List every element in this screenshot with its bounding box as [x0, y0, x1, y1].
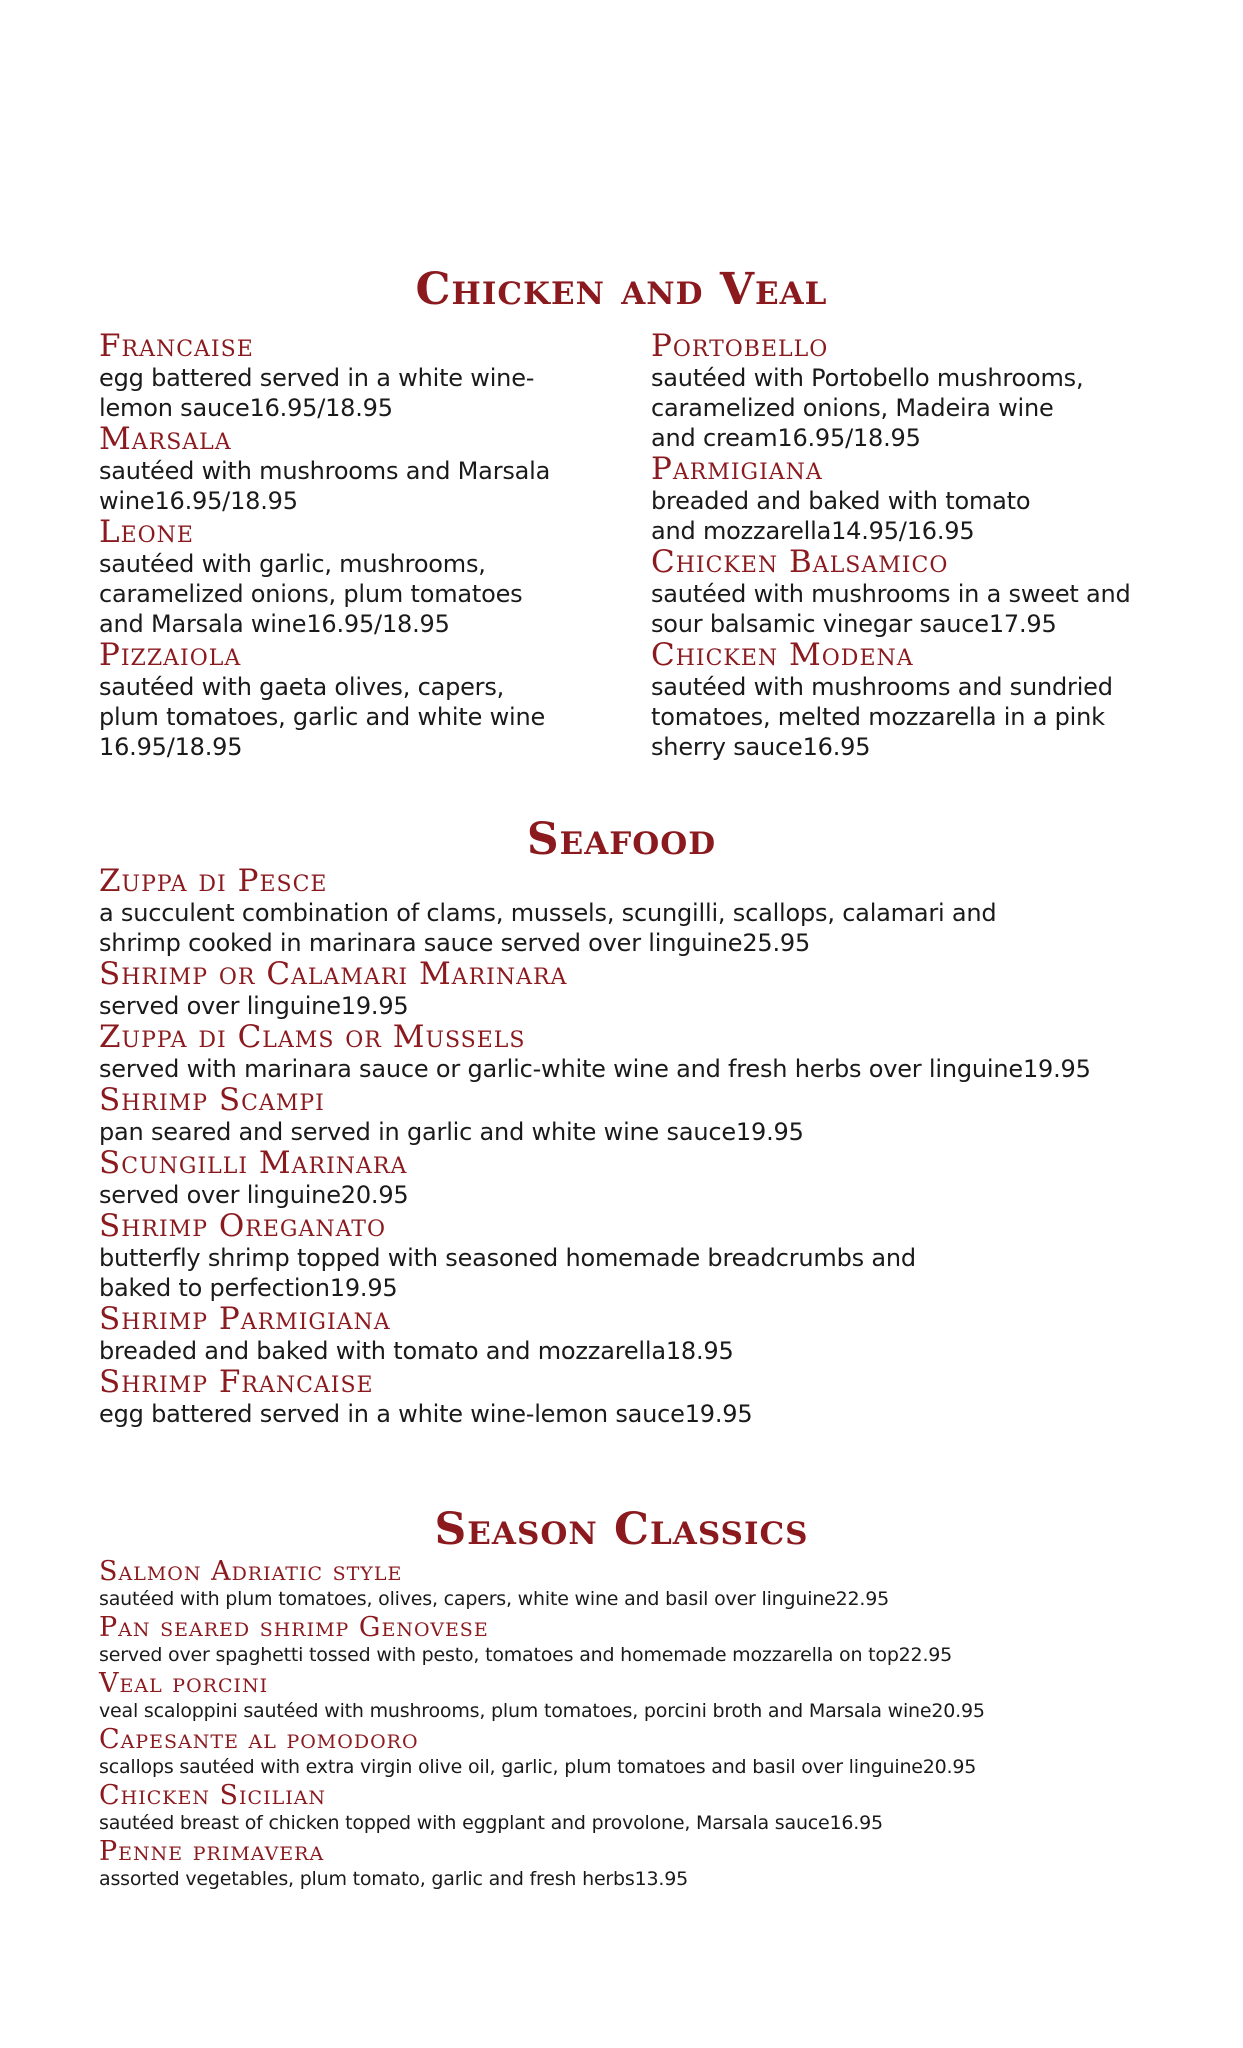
- menu-item-desc: sautéed with mushrooms in a sweet and sour balsamic vinegar sauce17.95: [651, 580, 1131, 638]
- menu-item: [99, 1557, 1159, 1613]
- menu-item-name: Penne primavera: [99, 1836, 325, 1867]
- menu-item-desc: assorted vegetables, plum tomato, garlic and fresh herbs13.95: [99, 1868, 688, 1890]
- menu-item-desc: sautéed breast of chicken topped with eggplant and provolone, Marsala sauce16.95: [99, 1812, 883, 1834]
- menu-item-name: Leone: [99, 514, 194, 550]
- menu-item-desc: served over linguine19.95: [99, 992, 409, 1020]
- menu-item: [99, 1303, 1159, 1366]
- menu-item-desc: butterfly shrimp topped with seasoned homemade breadcrumbs and baked to perfection19.95: [99, 1244, 916, 1302]
- menu-item: [99, 1837, 1159, 1893]
- menu-item-desc: sautéed with mushrooms and Marsala wine16.95/18.95: [99, 457, 551, 515]
- menu-item: [651, 546, 1191, 639]
- section-title-seafood: Seafood: [526, 814, 717, 865]
- menu-item-name: Chicken Sicilian: [99, 1780, 327, 1811]
- season-classics-list: [99, 1557, 1159, 1893]
- menu-item-name: Pan seared shrimp Genovese: [99, 1612, 489, 1643]
- menu-item-desc: sautéed with mushrooms and sundried tomatoes, melted mozzarella in a pink sherry sauce16.95: [651, 673, 1113, 761]
- menu-item-desc: scallops sautéed with extra virgin olive oil, garlic, plum tomatoes and basil over linguine20.95: [99, 1756, 977, 1778]
- menu-item-name: Capesante al pomodoro: [99, 1724, 419, 1755]
- menu-item-name: Scungilli Marinara: [99, 1145, 408, 1181]
- menu-item-desc: veal scaloppini sautéed with mushrooms, plum tomatoes, porcini broth and Marsala wine20.95: [99, 1700, 985, 1722]
- menu-item-name: Chicken Modena: [651, 637, 914, 673]
- menu-item: [99, 1781, 1159, 1837]
- menu-item-desc: pan seared and served in garlic and white wine sauce19.95: [99, 1118, 804, 1146]
- menu-item: [99, 423, 619, 516]
- menu-item-desc: sautéed with plum tomatoes, olives, capers, white wine and basil over linguine22.95: [99, 1588, 890, 1610]
- menu-item-name: Shrimp or Calamari Marinara: [99, 956, 568, 992]
- menu-item-name: Francaise: [99, 328, 254, 364]
- menu-item-name: Zuppa di Clams or Mussels: [99, 1019, 526, 1055]
- menu-item-desc: served with marinara sauce or garlic-white wine and fresh herbs over linguine19.95: [99, 1055, 1091, 1083]
- menu-item: [651, 453, 1191, 546]
- menu-item-desc: egg battered served in a white wine-lemon sauce19.95: [99, 1400, 753, 1428]
- menu-item-name: Veal porcini: [99, 1668, 269, 1699]
- menu-item-desc: sautéed with garlic, mushrooms, caramelized onions, plum tomatoes and Marsala wine16.95/18.95: [99, 550, 523, 638]
- menu-item-name: Shrimp Oreganato: [99, 1208, 387, 1244]
- menu-item-name: Chicken Balsamico: [651, 544, 949, 580]
- menu-item-name: Shrimp Francaise: [99, 1364, 374, 1400]
- menu-item-name: Parmigiana: [651, 451, 823, 487]
- menu-item: [99, 1669, 1159, 1725]
- menu-item: [99, 958, 1159, 1021]
- menu-item: [651, 639, 1191, 762]
- menu-item: [99, 1147, 1159, 1210]
- menu-item-name: Zuppa di Pesce: [99, 863, 328, 899]
- menu-item-desc: breaded and baked with tomato and mozzarella14.95/16.95: [651, 487, 1031, 545]
- seafood-list: [99, 865, 1159, 1429]
- section-title-chicken-veal: Chicken and Veal: [415, 264, 828, 315]
- menu-item-desc: breaded and baked with tomato and mozzarella18.95: [99, 1337, 734, 1365]
- chicken-veal-right-column: [651, 330, 1191, 762]
- menu-item: [99, 1613, 1159, 1669]
- menu-item: [99, 1084, 1159, 1147]
- menu-item-name: Shrimp Scampi: [99, 1082, 325, 1118]
- menu-item-name: Portobello: [651, 328, 829, 364]
- chicken-veal-left-column: [99, 330, 619, 762]
- menu-item-desc: egg battered served in a white wine- lemon sauce16.95/18.95: [99, 364, 535, 422]
- menu-item: [99, 1021, 1159, 1084]
- menu-item: [99, 330, 619, 423]
- menu-item-name: Shrimp Parmigiana: [99, 1301, 391, 1337]
- menu-item-name: Marsala: [99, 421, 232, 457]
- menu-item: [99, 1210, 1159, 1303]
- menu-item-name: Pizzaiola: [99, 637, 242, 673]
- section-title-season-classics: Season Classics: [434, 1504, 809, 1555]
- menu-item-desc: served over linguine20.95: [99, 1181, 409, 1209]
- menu-item-desc: a succulent combination of clams, mussels, scungilli, scallops, calamari and shrimp cooked in marinara sauce served over linguine25.95: [99, 899, 997, 957]
- menu-item-desc: served over spaghetti tossed with pesto, tomatoes and homemade mozzarella on top22.95: [99, 1644, 953, 1666]
- menu-item-name: Salmon Adriatic style: [99, 1556, 403, 1587]
- menu-item: [99, 865, 1159, 958]
- menu-item: [651, 330, 1191, 453]
- menu-item: [99, 1366, 1159, 1429]
- menu-item-desc: sautéed with Portobello mushrooms, caramelized onions, Madeira wine and cream16.95/18.95: [651, 364, 1084, 452]
- menu-item-desc: sautéed with gaeta olives, capers, plum tomatoes, garlic and white wine 16.95/18.95: [99, 673, 546, 761]
- menu-item: [99, 639, 619, 762]
- menu-item: [99, 1725, 1159, 1781]
- menu-item: [99, 516, 619, 639]
